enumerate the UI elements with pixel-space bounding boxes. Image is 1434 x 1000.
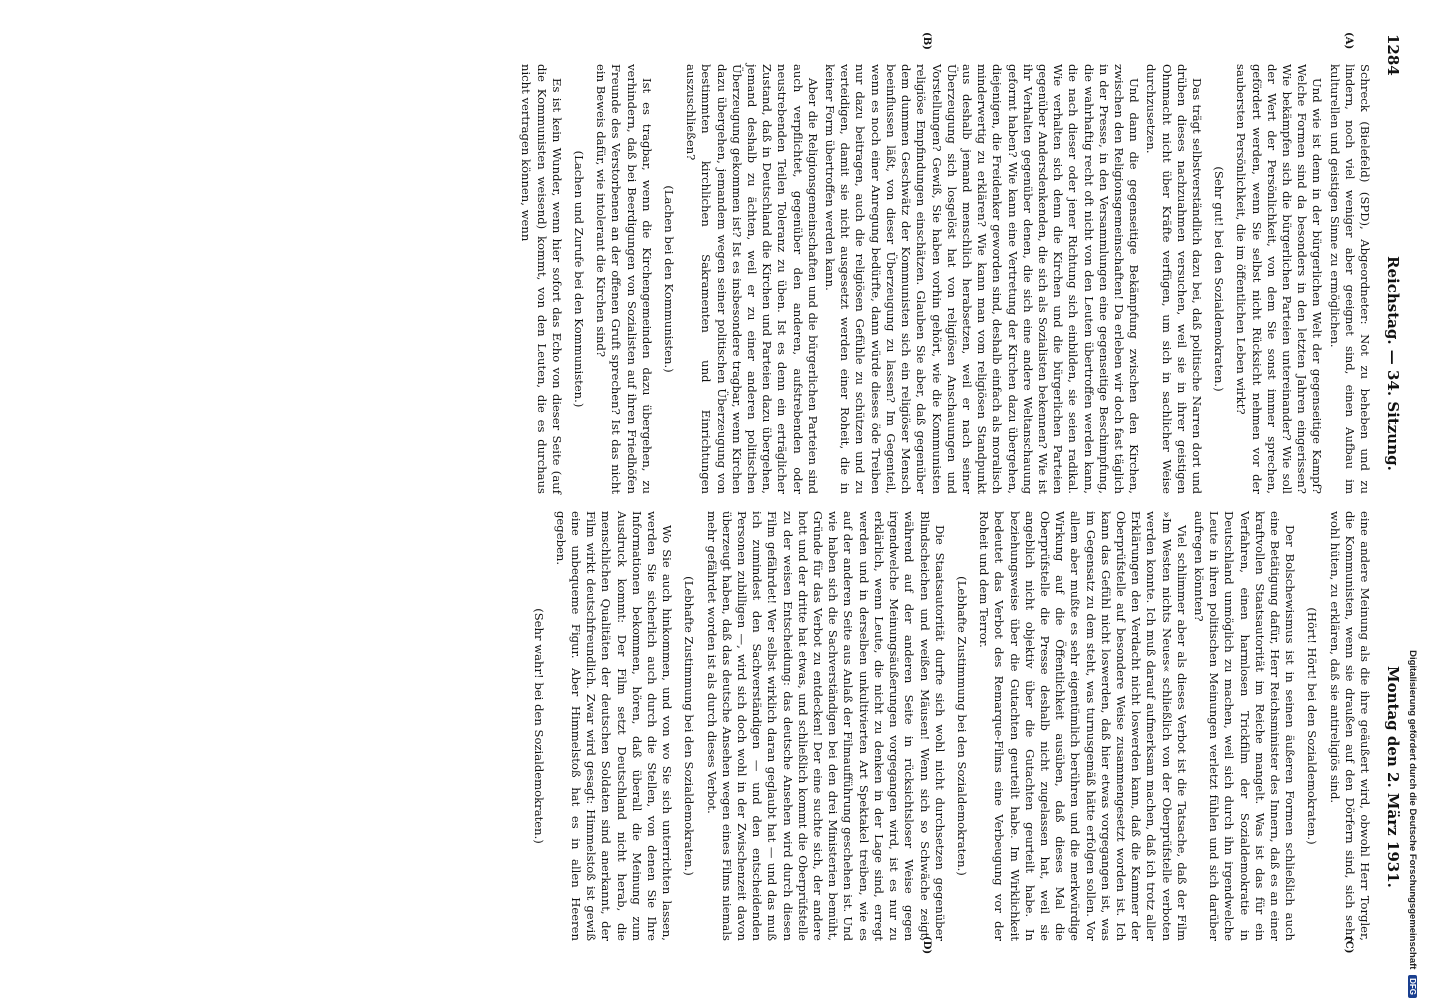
- paragraph: Die Staatsautorität durfte sich wohl nicht durchsetzen gegenüber Blindscheichen und weißen Mäusen! Wenn sich so Schwäche zeigt, während auf der anderen Seite in rücksichtsloser Weise gegen irgendwelche Meinungsäußerungen vorgegangen wird, ist es nur zu erklärlich, wenn Leute, die nicht zu denken in der Lage sind, erregt werden und in derselben unkultivierten Art Spektakel treiben, wie es auf der anderen Seite aus Anlaß der Filmaufführung geschehen ist. Und wie haben sich die Sachverständigen bei den drei Ministerien bemüht, Gründe für das Verbot zu entdecken! Der eine suchte sich, der andere hott und der dritte hat etwas, und schließlich kommt die Oberprüfstelle zu der weisen Entscheidung: das deutsche Ansehen wird durch diesen Film gefährdet! Wer selbst wirklich daran geglaubt hat — und das muß ich zumindest den Sachverständigen — und den entscheidenden Personen zubilligen —, wird sich doch wohl in der Zwischenzeit davon überzeugt haben, daß das deutsche Ansehen wegen eines Films niemals mehr gefährdet worden ist als durch dieses Verbot.: [704, 511, 947, 941]
- paragraph: Das trägt selbstverständlich dazu bei, daß politische Narren dort und drüben dieses nachzuahmen versuchen, weil sie in ihrer geistigen Ohnmacht nicht über Kräfte verfügen, um sich in sachlicher Weise durchzusetzen.: [1144, 64, 1204, 494]
- page-header: [1378, 26, 1402, 966]
- interjection: (Hört! Hört! bei den Sozialdemokraten.): [1305, 607, 1320, 845]
- margin-marker-c: (C): [1343, 936, 1354, 954]
- interjection: (Lachen bei den Kommunisten.): [662, 185, 677, 373]
- right-column: [523, 511, 1372, 941]
- interjection: (Lebhafte Zustimmung bei den Sozialdemokraten.): [954, 576, 969, 876]
- session-date: Montag den 2. März 1931.: [1384, 666, 1402, 888]
- paragraph: Und wie ist denn in der bürgerlichen Welt der gegenseitige Kampf? Welche Formen sind da besonders in den letzten Jahren eingerissen? Wie bekämpfen sich die bürgerlichen Parteien untereinander? Wie soll der Wert der Persönlichkeit, von dem Sie sonst immer sprechen, gefördert werden, wenn Sie selbst nicht Rücksicht nehmen vor der saubersten Persönlichkeit, die im öffentlichen Leben wirkt?: [1234, 64, 1325, 494]
- session-title: Reichstag. — 34. Sitzung.: [1384, 256, 1402, 471]
- paragraph: Der Bolschewismus ist in seinen äußeren Formen schließlich auch eine Betätigung dafür, Herr Reichsminister des Innern, daß es an einer kraftvollen Staatsautorität im Reiche mangelt. Was ist das für ein Verfahren, einen harmlosen Trickfilm der Sozialdemokratie in Deutschland unmöglich zu machen, weil sich durch ihn irgendwelche Leute in ihren politischen Meinungen verletzt fühlen und sich darüber aufregen könnten?: [1191, 511, 1298, 941]
- interjection: (Lebhafte Zustimmung bei den Sozialdemokraten.): [682, 576, 697, 876]
- dfg-logo: DFG: [1408, 975, 1417, 998]
- margin-marker-d: (D): [921, 936, 932, 955]
- paragraph: Und dann die gegenseitige Bekämpfung zwischen den Kirchen, zwischen den Religionsgemeinschaften! Da erleben wir doch fast täglich in der Presse, in den Versammlungen eine gegenseitige Beschimpfung, die wahrhaftig recht oft nicht von den Leuten übertroffen werden kann, die nach dieser oder jener Richtung sich einbilden, sie seien radikal. Wie verhalten sich denn die Kirchen und die bürgerlichen Parteien gegenüber Andersdenkenden, die sich als Sozialisten bekennen? Wie ist ihr Verhalten gegenüber denen, die sich eine andere Weltanschauung geformt haben? Wie kann eine Vertretung der Kirchen dazu übergehen, diejenigen, die Freidenker geworden sind, deshalb einfach als moralisch minderwertig zu erklären? Wie kann man vom religiösen Standpunkt aus deshalb jemand menschlich herabsetzen, weil er nach seiner Überzeugung sich losgelöst hat von religiösen Anschauungen und Vorstellungen? Gewiß, Sie haben vorhin gehört, wie die Kommunisten religiöse Empfindungen einschätzen. Glauben Sie aber, daß gegenüber dem dummen Geschwätz der Kommunisten sich ein religiöser Mensch beeinflussen läßt, von dieser Überzeugung zu lassen? Im Gegenteil, wenn es noch einer Anregung bedürfte, dann würde dieses öde Treiben nur dazu beitragen, auch die religiösen Gefühle zu schützen und zu verteidigen, damit sie nicht ausgesetzt werden einer Roheit, die in keiner Form übertroffen werden kann.: [823, 64, 1142, 494]
- paragraph: Wo Sie auch hinkommen, und von wo Sie sich unterrichten lassen, werden Sie sicherlich auch durch die Stellen, von denen Sie Ihre Informationen bekommen, hören, daß überall die Meinung zum Ausdruck kommt: Der Film setzt Deutschland nicht herab, die menschlichen Qualitäten der deutschen Soldaten sind anerkannt, der Film wirkt deutschfreundlich. Zwar wird gesagt: Himmelstoß ist gewiß eine unbequeme Figur. Aber Himmelstoß hat es in allen Heeren gegeben.: [553, 511, 675, 941]
- digitization-credit: [1404, 8, 1418, 998]
- credit-text: Digitalisierung gefördert durch die Deutsche Forschungsgemeinschaft: [1407, 650, 1418, 970]
- margin-marker-a: (A): [1343, 32, 1354, 50]
- paragraph: eine andere Meinung als die ihre geäußert wird, obwohl Herr Torgler, die Kommunisten, wenn sie draußen auf den Dörfern sind, sich sehr wohl hüten, zu erklären, daß sie antireligiös sind.: [1327, 511, 1372, 941]
- left-column: [516, 64, 1372, 494]
- interjection: (Lachen und Zurufe bei den Kommunisten.): [572, 150, 587, 408]
- interjection: (Sehr gut! bei den Sozialdemokraten.): [1212, 166, 1227, 392]
- page-number: 1284: [1384, 34, 1402, 76]
- paragraph: Viel schlimmer aber als dieses Verbot ist die Tatsache, daß der Film »Im Westen nichts Neues« schließlich von der Oberprüfstelle verboten werden konnte. Ich muß darauf aufmerksam machen, daß ich trotz aller Erklärungen den Verdacht nicht loswerden kann, daß die Kammer der Oberprüfstelle auf besondere Weise zusammengesetzt worden ist. Ich kann das Gefühl nicht loswerden, daß hier etwas vorgegangen ist, was im Gegensatz zu dem steht, was turnusgemäß hätte erfolgen sollen. Vor allem aber mußte es sehr eigentümlich berühren und die merkwürdige Wirkung auf die Öffentlichkeit ausüben, daß dieses Mal die Oberprüfstelle die Presse deshalb nicht zugelassen hat, weil sie angeblich nicht objektiv über die Gutachten geurteilt habe. In beziehungsweise über die Gutachten geurteilt habe. Im Wirklichkeit bedeutet das Verbot des Remarque-Films eine Verbeugung vor der Roheit und dem Terror.: [977, 511, 1189, 941]
- interjection: (Sehr wahr! bei den Sozialdemokraten.): [531, 608, 546, 844]
- rotated-page: [92, 26, 1402, 966]
- paragraph: Ist es tragbar, wenn die Kirchengemeinden dazu übergehen, zu verhindern, daß bei Beerdigungen von Sozialisten auf ihren Friedhöfen Freunde des Verstorbenen an der offenen Gruft sprechen? Ist das nicht ein Beweis dafür, wie intolerant die Kirchen sind?: [594, 64, 654, 494]
- paragraph: Es ist kein Wunder, wenn hier sofort das Echo von dieser Seite (auf die Kommunisten weisend) kommt, von den Leuten, die es durchaus nicht vertragen können, wenn: [519, 64, 564, 494]
- paragraph: Schreck (Bielefeld) (SPD), Abgeordneter: Not zu beheben und zu lindern, noch viel weniger aber geeignet sind, einen Aufbau im kulturellen und geistigen Sinne zu ermöglichen.: [1327, 64, 1372, 494]
- margin-marker-b: (B): [921, 32, 932, 50]
- paragraph: Aber die Religionsgemeinschaften und die bürgerlichen Parteien sind auch verpflichtet, gegenüber den anderen, aufstrebenden oder neustrebenden Teilen Toleranz zu üben. Ist es denn ein erträglicher Zustand, daß in Deutschland die Kirchen und Parteien dazu übergehen, jemand deshalb zu ächten, weil er zu einer anderen politischen Überzeugung gekommen ist? Ist es insbesondere tragbar, wenn Kirchen dazu übergehen, jemandem wegen seiner politischen Überzeugung von bestimmten kirchlichen Sakramenten und Einrichtungen auszuschließen?: [684, 64, 820, 494]
